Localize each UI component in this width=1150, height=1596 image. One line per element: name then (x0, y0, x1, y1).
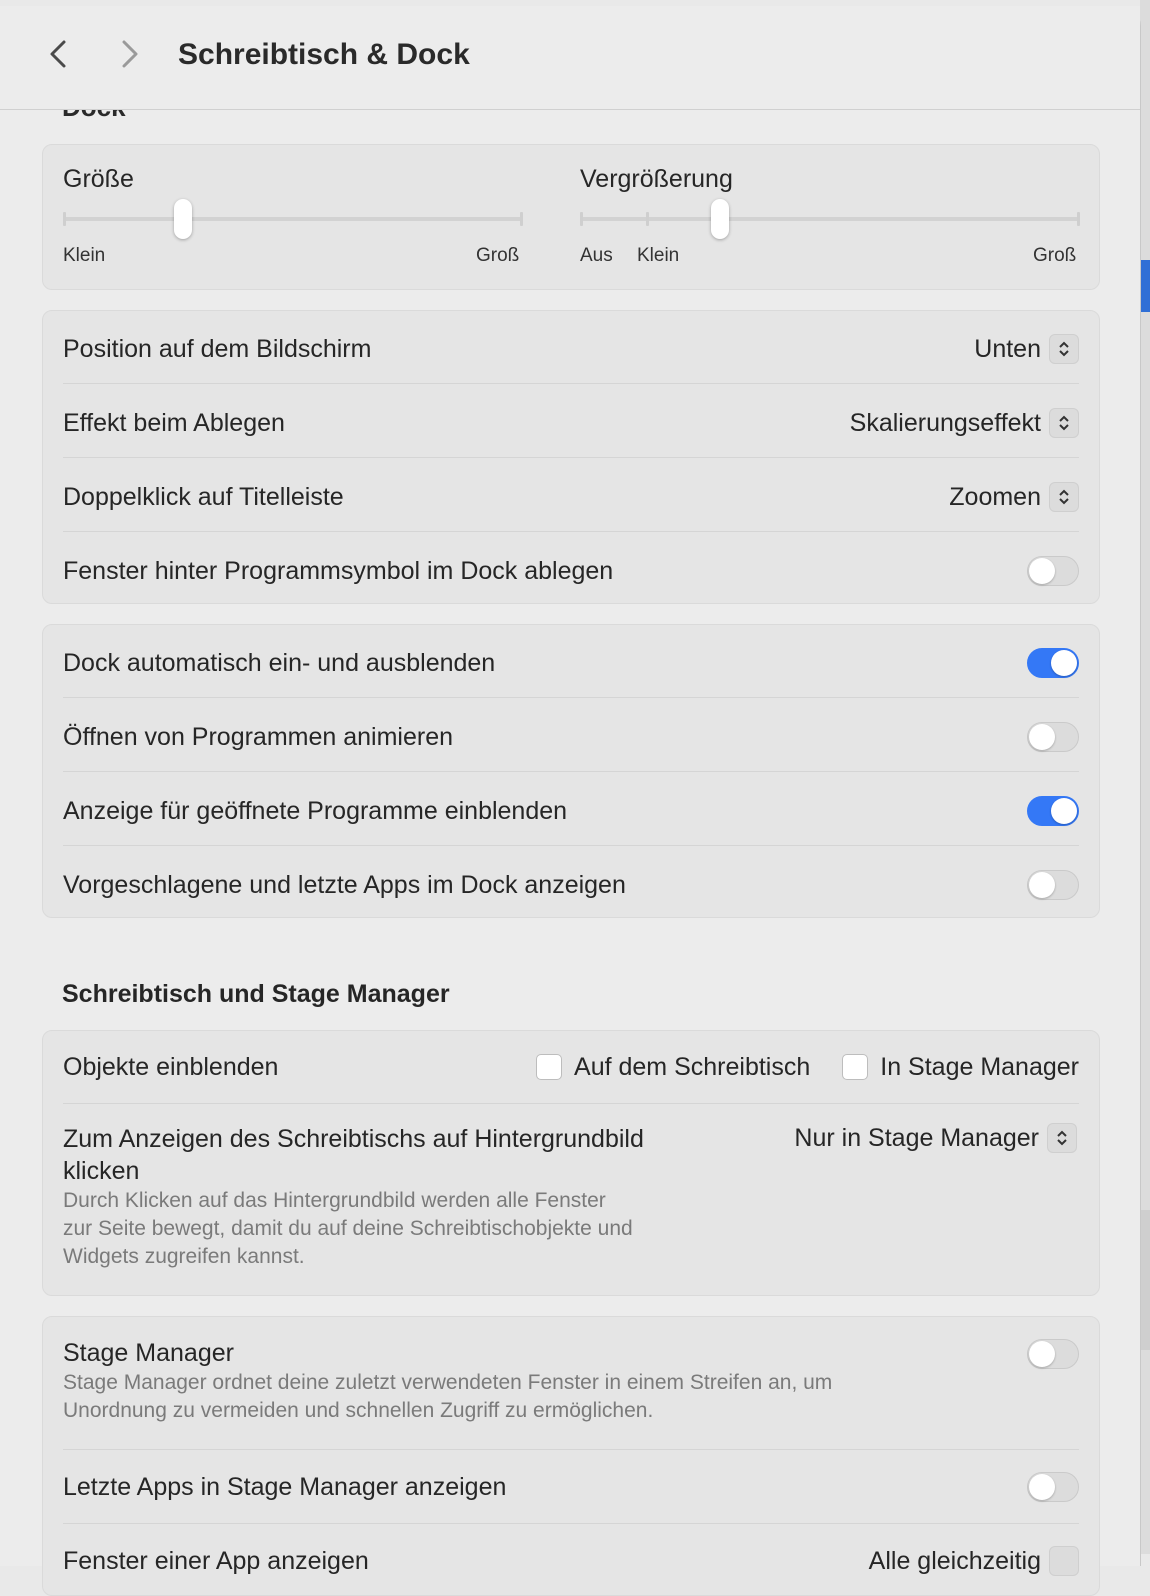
recent-apps-dock-row (63, 865, 1079, 905)
titlebar (0, 6, 1140, 110)
on-desktop-option[interactable] (536, 1053, 810, 1082)
row-divider (63, 1449, 1079, 1450)
updown-chevron-icon (1049, 482, 1079, 512)
wallpaper-click-desc-line2: zur Seite bewegt, damit du auf deine Schreibtischobjekte und (63, 1217, 633, 1240)
animate-row (63, 717, 1079, 757)
size-min-label: Klein (63, 245, 106, 266)
updown-chevron-icon (1049, 334, 1079, 364)
minimize-effect-label: Effekt beim Ablegen (63, 408, 285, 437)
recent-apps-stage-label: Letzte Apps in Stage Manager anzeigen (63, 1472, 507, 1501)
updown-chevron-icon (1049, 408, 1079, 438)
position-label: Position auf dem Bildschirm (63, 334, 372, 363)
size-slider-track[interactable] (63, 217, 523, 221)
wallpaper-click-desc-line1: Durch Klicken auf das Hintergrundbild werden alle Fenster (63, 1189, 606, 1212)
background-accent-strip (1140, 260, 1150, 312)
recent-apps-dock-toggle[interactable] (1027, 870, 1079, 900)
section-title-stage: Schreibtisch und Stage Manager (62, 980, 450, 1008)
dock-position-card (42, 310, 1100, 604)
show-windows-label: Fenster einer App anzeigen (63, 1546, 369, 1575)
row-divider (63, 771, 1079, 772)
magnification-slider-tick (580, 212, 583, 226)
row-divider (63, 845, 1079, 846)
magnification-min-label: Klein (637, 245, 680, 266)
minimize-into-icon-row (63, 551, 1079, 591)
on-desktop-checkbox[interactable] (536, 1054, 562, 1080)
stage-manager-card (42, 1316, 1100, 1596)
row-divider (63, 697, 1079, 698)
autohide-toggle[interactable] (1027, 648, 1079, 678)
on-desktop-label: Auf dem Schreibtisch (574, 1052, 811, 1081)
show-windows-value: Alle gleichzeitig (868, 1546, 1041, 1575)
autohide-label: Dock automatisch ein- und ausblenden (63, 648, 496, 677)
position-popup[interactable] (974, 334, 1079, 364)
updown-chevron-icon (1049, 1546, 1079, 1576)
page-title: Schreibtisch & Dock (178, 38, 470, 71)
minimize-into-icon-toggle[interactable] (1027, 556, 1079, 586)
double-click-row (63, 477, 1079, 517)
magnification-slider-track[interactable] (580, 217, 1080, 221)
show-windows-row (63, 1541, 1079, 1581)
size-label: Größe (63, 165, 134, 193)
magnification-off-label: Aus (580, 245, 613, 266)
forward-button[interactable] (112, 36, 148, 72)
minimize-effect-value: Skalierungseffekt (849, 408, 1041, 437)
wallpaper-click-label-line1: Zum Anzeigen des Schreibtischs auf Hintergrundbild (63, 1125, 644, 1153)
back-button[interactable] (40, 36, 76, 72)
indicators-label: Anzeige für geöffnete Programme einblenden (63, 796, 568, 825)
position-value: Unten (974, 334, 1041, 363)
row-divider (63, 1103, 1079, 1104)
wallpaper-click-popup[interactable] (794, 1123, 1077, 1153)
magnification-slider-tick (646, 212, 649, 226)
wallpaper-click-value: Nur in Stage Manager (794, 1123, 1039, 1152)
desktop-card (42, 1030, 1100, 1296)
in-stage-manager-checkbox[interactable] (842, 1054, 868, 1080)
dock-sliders-card (42, 144, 1100, 290)
size-slider-thumb[interactable] (174, 199, 192, 239)
stage-manager-desc-line1: Stage Manager ordnet deine zuletzt verwendeten Fenster in einem Streifen an, um (63, 1371, 833, 1394)
row-divider (63, 457, 1079, 458)
autohide-row (63, 643, 1079, 683)
wallpaper-click-text (63, 1123, 743, 1271)
position-row (63, 329, 1079, 369)
row-divider (63, 383, 1079, 384)
background-app-edge (1140, 0, 1150, 1554)
recent-apps-stage-row (63, 1467, 1079, 1507)
magnification-slider-tick (1077, 212, 1080, 226)
magnification-slider-thumb[interactable] (711, 199, 729, 239)
stage-manager-text (63, 1337, 963, 1425)
indicators-toggle[interactable] (1027, 796, 1079, 826)
minimize-into-icon-label: Fenster hinter Programmsymbol im Dock ablegen (63, 556, 614, 585)
animate-label: Öffnen von Programmen animieren (63, 722, 454, 751)
stage-manager-toggle[interactable] (1027, 1339, 1079, 1369)
indicators-row (63, 791, 1079, 831)
in-stage-manager-label: In Stage Manager (880, 1052, 1079, 1081)
animate-toggle[interactable] (1027, 722, 1079, 752)
chevron-right-icon (121, 39, 139, 69)
minimize-effect-row (63, 403, 1079, 443)
show-windows-popup[interactable] (869, 1546, 1079, 1576)
recent-apps-stage-toggle[interactable] (1027, 1472, 1079, 1502)
double-click-label: Doppelklick auf Titelleiste (63, 482, 344, 511)
in-stage-manager-option[interactable] (842, 1053, 1079, 1082)
wallpaper-click-label-line2: klicken (63, 1157, 140, 1185)
stage-manager-desc-line2: Unordnung zu vermeiden und schnellen Zugriff zu ermöglichen. (63, 1399, 654, 1422)
row-divider (63, 531, 1079, 532)
background-panel (1140, 1210, 1150, 1350)
size-slider-tick (63, 212, 66, 226)
recent-apps-dock-label: Vorgeschlagene und letzte Apps im Dock anzeigen (63, 870, 626, 899)
stage-manager-label: Stage Manager (63, 1339, 234, 1367)
double-click-value: Zoomen (949, 482, 1041, 511)
show-items-label: Objekte einblenden (63, 1052, 279, 1081)
settings-window (0, 6, 1141, 1575)
double-click-popup[interactable] (949, 482, 1079, 512)
dock-behavior-card (42, 624, 1100, 918)
chevron-left-icon (49, 39, 67, 69)
updown-chevron-icon (1047, 1123, 1077, 1153)
wallpaper-click-desc-line3: Widgets zugreifen kannst. (63, 1245, 305, 1268)
row-divider (63, 1523, 1079, 1524)
show-items-row (63, 1047, 1079, 1087)
minimize-effect-popup[interactable] (850, 408, 1079, 438)
magnification-label: Vergrößerung (580, 165, 733, 193)
magnification-max-label: Groß (1033, 245, 1077, 266)
size-slider-tick (520, 212, 523, 226)
size-max-label: Groß (476, 245, 520, 266)
